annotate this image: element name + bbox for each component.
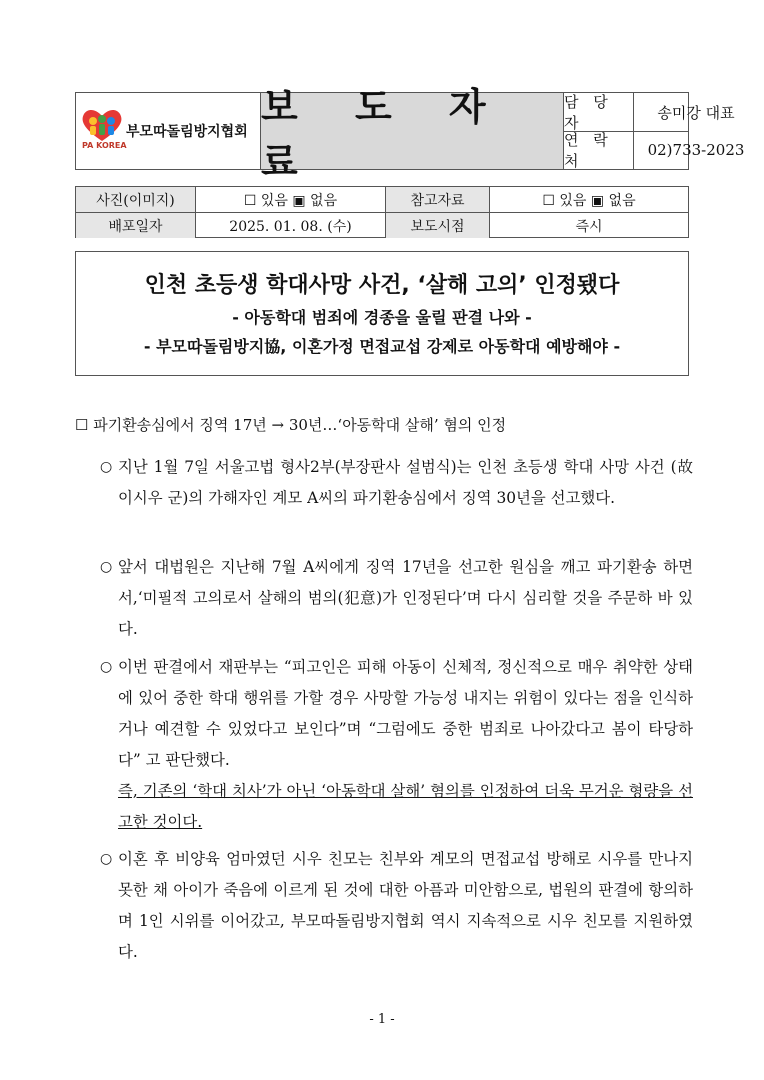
info-table bbox=[75, 186, 689, 238]
photo-value: ☐ 있음 ▣ 없음 bbox=[196, 187, 386, 212]
reference-label: 참고자료 bbox=[386, 187, 490, 212]
bullet-icon: ○ bbox=[100, 459, 113, 475]
release-time-value: 즉시 bbox=[575, 218, 603, 235]
phone-label: 연 락 처 bbox=[564, 131, 634, 169]
phone-value: 02)733-2023 bbox=[647, 141, 745, 159]
header-table bbox=[75, 85, 745, 184]
date-label: 배포일자 bbox=[76, 213, 196, 238]
contact-label: 담 당 자 bbox=[564, 93, 634, 131]
bullet-icon: ○ bbox=[100, 851, 113, 867]
org-sub: PA KOREA bbox=[82, 141, 127, 150]
release-time-label: 보도시점 bbox=[386, 213, 490, 238]
headline-sub-2: - 부모따돌림방지協, 이혼가정 면접교섭 강제로 아동학대 예방해야 - bbox=[143, 337, 621, 356]
paragraph-3: 이번 판결에서 재판부는 “피고인은 피해 아동이 신체적, 정신적으로 매우 취약한 상태에 있어 중한 학대 행위를 가할 경우 사망할 가능성 내지는 위험이 있다는 점을 인식하거나 예견할 수 있었다고 보인다”며 “그럼에도 중한 범죄로 나아갔다고 봄이 타당하다” 고 판단했다. bbox=[118, 658, 693, 769]
section-title: ☐ 파기환송심에서 징역 17년 → 30년…‘아동학대 살해’ 혐의 인정 bbox=[75, 416, 507, 434]
org-logo bbox=[76, 93, 260, 169]
org-name: 부모따돌림방지협회 bbox=[126, 124, 248, 140]
headline-sub-1: - 아동학대 범죄에 경종을 울릴 판결 나와 - bbox=[232, 308, 532, 327]
date-value: 2025. 01. 08. (수) bbox=[196, 213, 386, 238]
press-release-title: 보 도 자 료 bbox=[261, 85, 508, 184]
reference-value: ☐ 있음 ▣ 없음 bbox=[542, 192, 636, 209]
pa-korea-logo-icon bbox=[80, 107, 124, 143]
bullet-icon: ○ bbox=[100, 559, 113, 575]
press-release-title-cell bbox=[260, 85, 564, 184]
bullet-icon: ○ bbox=[100, 659, 113, 675]
paragraph-2: 앞서 대법원은 지난해 7월 A씨에게 징역 17년을 선고한 원심을 깨고 파기환송 하면서,‘미필적 고의로서 살해의 범의(犯意)가 인정된다’며 다시 심리할 것을 주문하 바 있다. bbox=[118, 558, 693, 638]
headline-main: 인천 초등생 학대사망 사건, ‘살해 고의’ 인정됐다 bbox=[144, 273, 620, 298]
paragraph-4: 이혼 후 비양육 엄마였던 시우 친모는 친부와 계모의 면접교섭 방해로 시우를 만나지 못한 채 아이가 죽음에 이르게 된 것에 대한 아픔과 미안함으로, 법원의 판결에 항의하며 1인 시위를 이어갔고, 부모따돌림방지협회 역시 지속적으로 시우 친모를 지원하였다. bbox=[118, 850, 693, 961]
headline-box bbox=[75, 251, 689, 376]
paragraph-1: 지난 1월 7일 서울고법 형사2부(부장판사 설범식)는 인천 초등생 학대 사망 사건 (故 이시우 군)의 가해자인 계모 A씨의 파기환송심에서 징역 30년을 선고했다. bbox=[118, 458, 693, 507]
contact-value: 송미강 대표 bbox=[657, 103, 735, 122]
photo-label: 사진(이미지) bbox=[76, 187, 196, 212]
page-number: - 1 - bbox=[369, 1012, 395, 1027]
paragraph-3-underlined: 즉, 기존의 ‘학대 치사’가 아닌 ‘아동학대 살해’ 혐의를 인정하여 더욱 무거운 형량을 선고한 것이다. bbox=[118, 782, 693, 831]
